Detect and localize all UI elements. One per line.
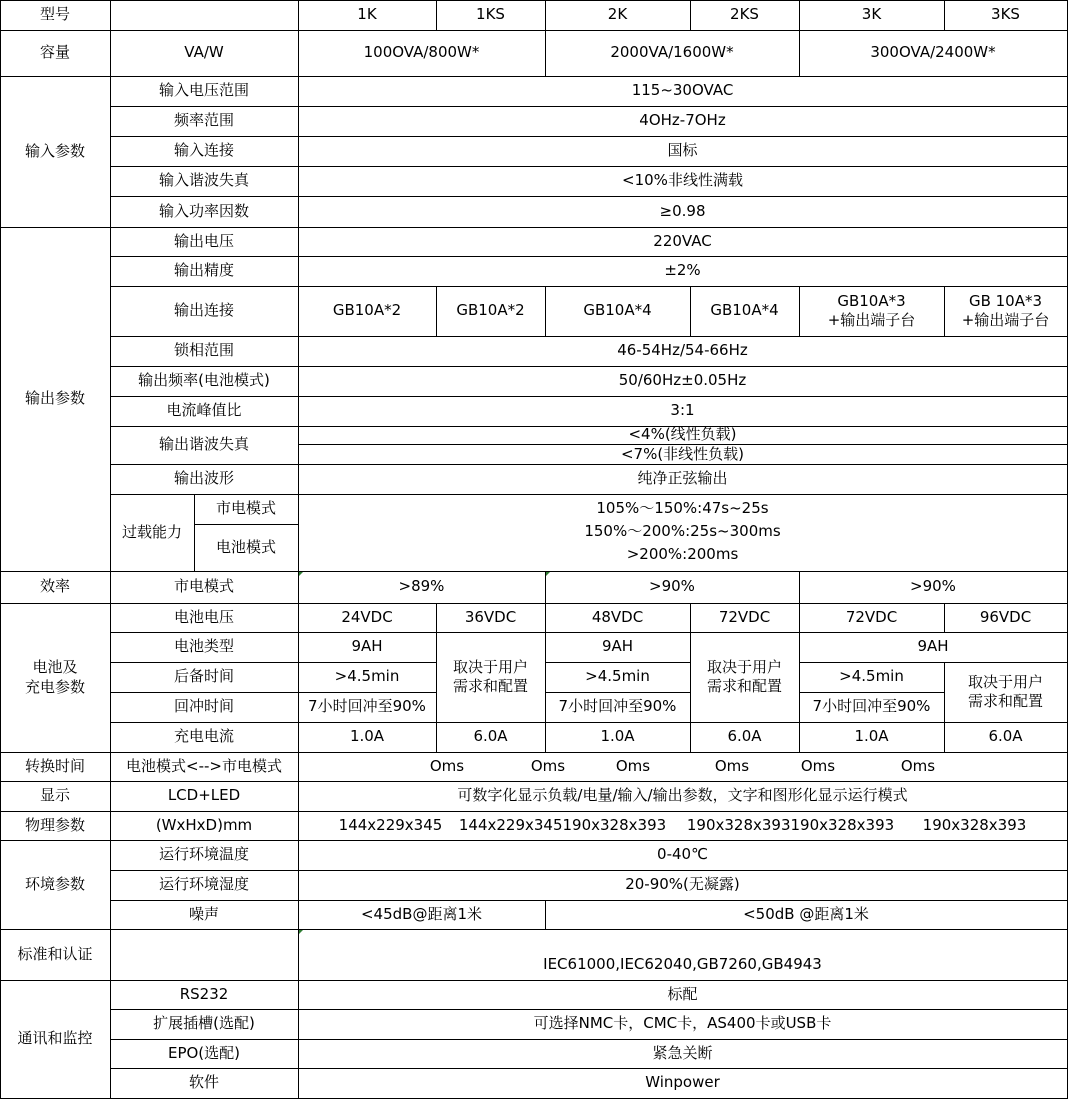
efficiency-3k: >90% bbox=[910, 577, 956, 596]
depends-config-2ks: 取决于用户 需求和配置 bbox=[706, 657, 782, 695]
battery-frequency-label: 输出频率(电池模式) bbox=[138, 371, 270, 390]
input-voltage-value: 115~30OVAC bbox=[631, 81, 734, 100]
standards-label: 标准和认证 bbox=[17, 944, 93, 963]
noise-2k-3k: <50dB @距离1米 bbox=[743, 904, 869, 923]
recharge-time-2k: 7小时回冲至90% bbox=[558, 697, 677, 716]
waveform-label: 输出波形 bbox=[173, 469, 234, 488]
phase-lock-value: 46-54Hz/54-66Hz bbox=[617, 341, 748, 360]
charge-current-2ks: 6.0A bbox=[727, 727, 762, 746]
charge-current-label: 充电电流 bbox=[173, 727, 234, 746]
standards-value: IEC61000,IEC62040,GB7260,GB4943 bbox=[543, 955, 822, 974]
transfer-1k: Oms bbox=[429, 756, 465, 775]
physical-2ks-3k: 190x328x393190x328x393 bbox=[686, 815, 895, 834]
efficiency-mode: 市电模式 bbox=[173, 577, 234, 596]
output-thd-linear: <4%(线性负载) bbox=[628, 425, 737, 444]
physical-1k: 144x229x345 bbox=[338, 815, 443, 834]
capacity-2k: 2000VA/1600W* bbox=[610, 43, 734, 62]
model-3ks: 3KS bbox=[991, 5, 1020, 24]
output-connection-1ks: GB10A*2 bbox=[456, 301, 525, 320]
overload-mains-mode: 市电模式 bbox=[215, 499, 276, 518]
battery-voltage-label: 电池电压 bbox=[173, 607, 234, 626]
environment-group-label: 环境参数 bbox=[24, 874, 85, 893]
output-thd-nonlinear: <7%(非线性负载) bbox=[620, 444, 745, 463]
epo-label: EPO(选配) bbox=[167, 1043, 241, 1062]
transfer-1ks: Oms bbox=[530, 756, 566, 775]
battery-type-2k: 9AH bbox=[601, 637, 634, 656]
output-thd-label: 输出谐波失真 bbox=[158, 435, 249, 454]
output-connection-2ks: GB10A*4 bbox=[710, 301, 779, 320]
capacity-3k: 300OVA/2400W* bbox=[870, 43, 996, 62]
rs232-label: RS232 bbox=[179, 984, 229, 1003]
output-voltage-value: 220VAC bbox=[653, 231, 712, 250]
input-connection-label: 输入连接 bbox=[173, 141, 234, 160]
backup-time-1k: >4.5min bbox=[334, 667, 400, 686]
input-pf-value: ≥0.98 bbox=[659, 201, 706, 220]
output-precision-label: 输出精度 bbox=[173, 261, 234, 280]
output-group-label: 输出参数 bbox=[24, 389, 85, 408]
noise-label: 噪声 bbox=[188, 904, 219, 923]
battery-type-3k: 9AH bbox=[917, 637, 949, 656]
transfer-label: 转换时间 bbox=[24, 756, 85, 775]
battery-group-label: 电池及 充电参数 bbox=[24, 658, 85, 696]
battery-voltage-2ks: 72VDC bbox=[718, 607, 771, 626]
temperature-value: 0-40℃ bbox=[657, 845, 708, 864]
output-connection-3k: GB10A*3 +输出端子台 bbox=[827, 291, 916, 329]
model-1k: 1K bbox=[357, 5, 377, 24]
transfer-mode: 电池模式<-->市电模式 bbox=[126, 756, 282, 775]
charge-current-1k: 1.0A bbox=[349, 727, 385, 746]
recharge-time-3k: 7小时回冲至90% bbox=[812, 697, 931, 716]
output-voltage-label: 输出电压 bbox=[173, 231, 234, 250]
capacity-1k: 100OVA/800W* bbox=[363, 43, 480, 62]
model-2ks: 2KS bbox=[730, 5, 759, 24]
output-connection-1k: GB10A*2 bbox=[332, 301, 402, 320]
crest-factor-value: 3:1 bbox=[670, 401, 695, 420]
efficiency-2k: >90% bbox=[649, 577, 695, 596]
crest-factor-label: 电流峰值比 bbox=[166, 401, 242, 420]
waveform-value: 纯净正弦输出 bbox=[637, 469, 728, 488]
battery-type-1k: 9AH bbox=[351, 637, 383, 656]
temperature-label: 运行环境温度 bbox=[158, 845, 249, 864]
capacity-unit: VA/W bbox=[184, 43, 224, 62]
rs232-value: 标配 bbox=[667, 984, 698, 1003]
slot-label: 扩展插槽(选配) bbox=[153, 1014, 255, 1033]
model-label: 型号 bbox=[39, 5, 70, 24]
model-2k: 2K bbox=[607, 5, 628, 24]
battery-type-label: 电池类型 bbox=[173, 637, 234, 656]
efficiency-1k: >89% bbox=[398, 577, 445, 596]
phase-lock-label: 锁相范围 bbox=[173, 341, 234, 360]
display-label: 显示 bbox=[39, 786, 70, 805]
output-connection-3ks: GB 10A*3 +输出端子台 bbox=[961, 291, 1050, 329]
recharge-time-label: 回冲时间 bbox=[173, 697, 234, 716]
physical-unit: (WxHxD)mm bbox=[155, 815, 253, 834]
charge-current-3k: 1.0A bbox=[854, 727, 889, 746]
input-voltage-label: 输入电压范围 bbox=[158, 81, 249, 100]
output-precision-value: ±2% bbox=[664, 261, 701, 280]
overload-label: 过载能力 bbox=[121, 522, 182, 541]
humidity-value: 20-90%(无凝露) bbox=[625, 875, 740, 894]
battery-voltage-3k: 72VDC bbox=[845, 607, 898, 626]
humidity-label: 运行环境湿度 bbox=[158, 875, 249, 894]
rule bbox=[0, 929, 1068, 930]
charge-current-3ks: 6.0A bbox=[988, 727, 1023, 746]
output-connection-2k: GB10A*4 bbox=[583, 301, 652, 320]
display-value: 可数字化显示负载/电量/输入/输出参数，文字和图形化显示运行模式 bbox=[457, 786, 908, 805]
comm-group-label: 通讯和监控 bbox=[17, 1029, 93, 1048]
charge-current-2k: 1.0A bbox=[600, 727, 635, 746]
charge-current-1ks: 6.0A bbox=[473, 727, 508, 746]
transfer-2ks: Oms bbox=[714, 756, 750, 775]
software-value: Winpower bbox=[645, 1073, 720, 1092]
input-thd-label: 输入谐波失真 bbox=[158, 171, 249, 190]
software-label: 软件 bbox=[188, 1073, 219, 1092]
capacity-label: 容量 bbox=[39, 43, 70, 62]
overload-line-1: 105%～150%:47s~25s bbox=[596, 498, 769, 517]
input-frequency-value: 4OHz-7OHz bbox=[639, 111, 726, 130]
physical-3ks: 190x328x393 bbox=[922, 815, 1027, 834]
backup-time-3k: >4.5min bbox=[839, 667, 904, 686]
noise-1k: <45dB@距离1米 bbox=[360, 904, 482, 923]
input-group-label: 输入参数 bbox=[24, 141, 85, 160]
model-3k: 3K bbox=[861, 5, 882, 24]
battery-frequency-value: 50/60Hz±0.05Hz bbox=[618, 371, 747, 390]
backup-time-2k: >4.5min bbox=[585, 667, 650, 686]
depends-config-1ks: 取决于用户 需求和配置 bbox=[452, 657, 528, 695]
transfer-3ks: Oms bbox=[900, 756, 936, 775]
recharge-time-1k: 7小时回冲至90% bbox=[308, 697, 426, 716]
depends-config-3ks: 取决于用户 需求和配置 bbox=[967, 672, 1043, 710]
output-connection-label: 输出连接 bbox=[173, 301, 234, 320]
physical-1ks-2k: 144x229x345190x328x393 bbox=[458, 815, 667, 834]
battery-voltage-1ks: 36VDC bbox=[464, 607, 517, 626]
efficiency-label: 效率 bbox=[39, 577, 70, 596]
battery-voltage-1k: 24VDC bbox=[341, 607, 393, 626]
transfer-3k: Oms bbox=[800, 756, 836, 775]
overload-battery-mode: 电池模式 bbox=[215, 537, 276, 556]
transfer-2k: Oms bbox=[615, 756, 651, 775]
input-connection-value: 国标 bbox=[667, 141, 698, 160]
backup-time-label: 后备时间 bbox=[173, 667, 234, 686]
overload-line-2: 150%～200%:25s~300ms bbox=[584, 521, 781, 540]
input-pf-label: 输入功率因数 bbox=[158, 201, 249, 220]
battery-voltage-2k: 48VDC bbox=[591, 607, 644, 626]
cell-marker bbox=[299, 930, 303, 934]
slot-value: 可选择NMC卡，CMC卡，AS400卡或USB卡 bbox=[533, 1014, 832, 1033]
physical-label: 物理参数 bbox=[24, 815, 85, 834]
display-type: LCD+LED bbox=[167, 786, 241, 805]
input-frequency-label: 频率范围 bbox=[173, 111, 234, 130]
input-thd-value: <10%非线性满载 bbox=[622, 171, 743, 190]
battery-voltage-3ks: 96VDC bbox=[979, 607, 1032, 626]
model-1ks: 1KS bbox=[476, 5, 505, 24]
epo-value: 紧急关断 bbox=[652, 1043, 713, 1062]
overload-line-3: >200%:200ms bbox=[626, 545, 739, 564]
